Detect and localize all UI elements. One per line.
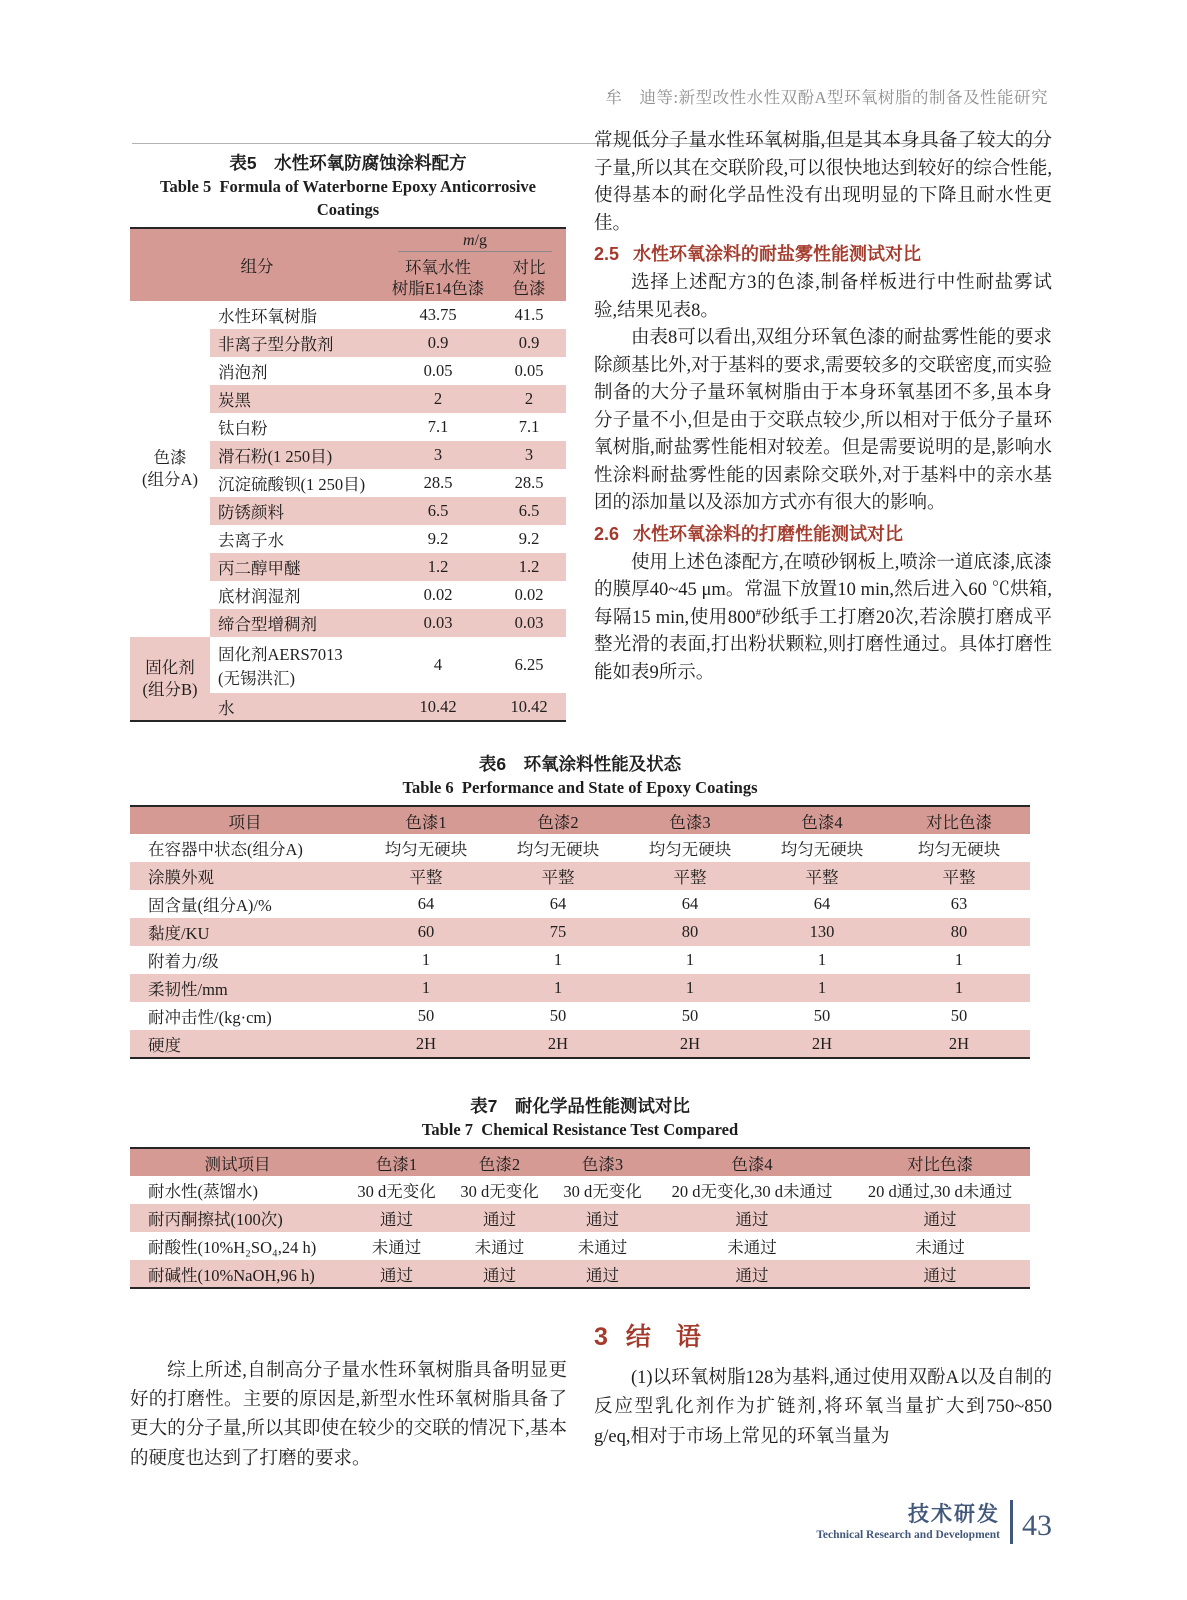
table-row	[130, 637, 566, 693]
table6-caption-zh: 表6 环氧涂料性能及状态	[478, 754, 682, 774]
value-ref: 0.02	[514, 585, 544, 604]
unit-m: m	[463, 231, 475, 249]
table6-header-row	[130, 806, 1030, 834]
column-header: 色漆4	[756, 806, 888, 834]
table5-header-col2: 对比 色漆	[492, 254, 566, 301]
table5-header-component: 组分	[130, 228, 384, 301]
value-ref: 28.5	[514, 473, 544, 492]
value-ref: 0.05	[514, 361, 544, 380]
table-row: 耐酸性(10%H₂SO₄,24 h) 未通过 未通过 未通过 未通过 未通过	[148, 1238, 965, 1257]
table-row: 耐丙酮擦拭(100次) 通过 通过 通过 通过 通过	[130, 1204, 1030, 1232]
paragraph: 选择上述配方3的色漆,制备样板进行中性耐盐雾试验,结果见表8。	[594, 273, 1052, 321]
table5-header-row-1	[130, 228, 566, 254]
value-e14: 2	[384, 385, 492, 413]
value-ref: 6.25	[514, 655, 544, 674]
table7-caption-zh: 表7 耐化学品性能测试对比	[470, 1096, 690, 1116]
column-header: 色漆1	[345, 1148, 448, 1176]
footer-section-en: Technical Research and Development	[816, 1528, 1000, 1541]
value-ref: 6.5	[492, 497, 566, 525]
section-heading-2-5: 2.5 水性环氧涂料的耐盐雾性能测试对比	[594, 244, 922, 264]
table5-caption-en-line1: Table 5 Formula of Waterborne Epoxy Anticorrosive	[160, 177, 536, 196]
section-heading-2-6: 2.6 水性环氧涂料的打磨性能测试对比	[594, 523, 904, 544]
column-header: 色漆3	[551, 1148, 654, 1176]
table7-block	[130, 1094, 1030, 1289]
table5-group-a: 色漆 (组分A)	[130, 301, 210, 637]
table5-header-unit	[384, 228, 566, 254]
footer-section-zh: 技术研发	[908, 1502, 1000, 1526]
component-name: 缔合型增稠剂	[210, 609, 384, 637]
paragraph: 常规低分子量水性环氧树脂,但是其本身具备了较大的分子量,所以其在交联阶段,可以很快地达到较好的综合性能,使得基本的耐化学品性没有出现明显的下降且耐水性更佳。	[594, 131, 1052, 234]
table5-caption-en-line2: Coatings	[316, 200, 380, 219]
column-header: 色漆1	[360, 806, 492, 834]
value-ref: 3	[492, 441, 566, 469]
table-row: 耐冲击性/(kg·cm) 50 50 50 50 50	[148, 1006, 968, 1027]
superscript-hash: #	[755, 606, 762, 619]
conclusion-paragraph-left: 综上所述,自制高分子量水性环氧树脂具备明显更好的打磨性。主要的原因是,新型水性环氧树脂具备了更大的分子量,所以其即使在较少的交联的情况下,基本的硬度也达到了打磨的要求。	[130, 1360, 567, 1469]
page-number: 43	[1022, 1509, 1052, 1542]
value-e14: 10.42	[384, 693, 492, 721]
table5	[130, 227, 566, 722]
right-column	[594, 128, 1052, 687]
table-row: 固含量(组分A)/% 64 64 64 64 63	[148, 894, 968, 915]
table-row: 附着力/级 1 1 1 1 1	[148, 950, 964, 971]
section-heading-3: 3 结 语	[594, 1323, 701, 1351]
component-name: 底材润湿剂	[218, 587, 301, 606]
table7-header-row	[130, 1148, 1030, 1176]
value-e14: 0.02	[423, 585, 453, 604]
table6-block	[130, 752, 1030, 1059]
table-row: 黏度/KU 60 75 80 130 80	[130, 918, 1030, 946]
value-ref: 10.42	[492, 693, 566, 721]
value-e14: 1.2	[384, 553, 492, 581]
column-header: 色漆2	[448, 1148, 551, 1176]
conclusion-section	[594, 1320, 1052, 1471]
table5-block	[130, 151, 566, 722]
component-name: 沉淀硫酸钡(1 250目)	[218, 475, 366, 494]
component-name: 水	[210, 693, 384, 721]
table6	[130, 805, 1030, 1059]
column-header: 色漆2	[492, 806, 624, 834]
footer-divider	[1010, 1500, 1013, 1544]
table-row: 涂膜外观 平整 平整 平整 平整 平整	[130, 862, 1030, 890]
value-ref: 1.2	[492, 553, 566, 581]
component-name: 丙二醇甲醚	[210, 553, 384, 581]
table-row	[130, 301, 566, 329]
table7	[130, 1147, 1030, 1289]
table-row: 硬度 2H 2H 2H 2H 2H	[130, 1030, 1030, 1058]
component-name: 水性环氧树脂	[218, 307, 317, 326]
table5-header-col1: 环氧水性 树脂E14色漆	[384, 254, 492, 301]
component-name: 固化剂AERS7013 (无锡洪汇)	[218, 645, 343, 688]
page-footer	[816, 1500, 1052, 1544]
running-head: 牟 迪等:新型改性水性双酚A型环氧树脂的制备及性能研究	[605, 88, 1048, 107]
value-e14: 7.1	[427, 417, 449, 436]
value-ref: 2	[492, 385, 566, 413]
value-ref: 7.1	[518, 417, 540, 436]
component-name: 滑石粉(1 250目)	[210, 441, 384, 469]
value-e14: 3	[384, 441, 492, 469]
table-row: 耐碱性(10%NaOH,96 h) 通过 通过 通过 通过 通过	[130, 1260, 1030, 1288]
table6-caption-en: Table 6 Performance and State of Epoxy Coatings	[402, 778, 758, 797]
column-header: 项目	[130, 806, 360, 834]
value-e14: 43.75	[419, 305, 457, 324]
column-header: 色漆3	[624, 806, 756, 834]
table5-group-b: 固化剂 (组分B)	[130, 637, 210, 721]
component-name: 消泡剂	[218, 363, 268, 382]
table7-caption-en: Table 7 Chemical Resistance Test Compared	[421, 1120, 739, 1139]
table5-caption-zh: 表5 水性环氧防腐蚀涂料配方	[229, 153, 467, 173]
value-e14: 6.5	[384, 497, 492, 525]
unit-per-g: /g	[474, 231, 488, 249]
value-e14: 0.9	[384, 329, 492, 357]
value-e14: 28.5	[423, 473, 453, 492]
value-ref: 0.03	[492, 609, 566, 637]
column-header: 对比色漆	[850, 1148, 1030, 1176]
component-name: 非离子型分散剂	[210, 329, 384, 357]
paragraph: 使用上述色漆配方,在喷砂钢板上,喷涂一道底漆,底漆的膜厚40~45 μm。常温下放置10 min,然后进入60 ℃烘箱,每隔15 min,使用800#砂纸手工打磨20次,若涂膜打磨成平整光滑的表面,打出粉状颗粒,则打磨性通过。具体打磨性能如表9所示。	[594, 552, 1052, 683]
value-ref: 9.2	[518, 529, 540, 548]
value-e14: 4	[433, 655, 443, 674]
value-e14: 0.03	[384, 609, 492, 637]
table-row: 柔韧性/mm 1 1 1 1 1	[130, 974, 1030, 1002]
value-ref: 41.5	[514, 305, 544, 324]
column-header: 色漆4	[654, 1148, 850, 1176]
component-name: 去离子水	[218, 531, 284, 550]
value-ref: 0.9	[492, 329, 566, 357]
table-row: 在容器中状态(组分A) 均匀无硬块 均匀无硬块 均匀无硬块 均匀无硬块 均匀无硬块	[148, 840, 1001, 859]
table-row: 耐水性(蒸馏水) 30 d无变化 30 d无变化 30 d无变化 20 d无变化,30 d未通过 20 d通过,30 d未通过	[148, 1182, 1013, 1201]
paragraph: (1)以环氧树脂128为基料,通过使用双酚A以及自制的反应型乳化剂作为扩链剂,将环氧当量扩大到750~850 g/eq,相对于市场上常见的环氧当量为	[594, 1368, 1052, 1447]
value-e14: 0.05	[423, 361, 453, 380]
component-name: 防锈颜料	[210, 497, 384, 525]
component-name: 钛白粉	[218, 419, 268, 438]
column-header: 测试项目	[130, 1148, 345, 1176]
column-header: 对比色漆	[888, 806, 1030, 834]
component-name: 炭黑	[210, 385, 384, 413]
paragraph: 由表8可以看出,双组分环氧色漆的耐盐雾性能的要求除颜基比外,对于基料的要求,需要较多的交联密度,而实验制备的大分子量环氧树脂由于本身环氧基团不多,虽本身分子量不小,但是由于交联点较少,所以相对于低分子量环氧树脂,耐盐雾性能相对较差。但是需要说明的是,影响水性涂料耐盐雾性能的因素除交联外,对于基料中的亲水基团的添加量以及添加方式亦有很大的影响。	[594, 328, 1052, 513]
value-e14: 9.2	[427, 529, 449, 548]
